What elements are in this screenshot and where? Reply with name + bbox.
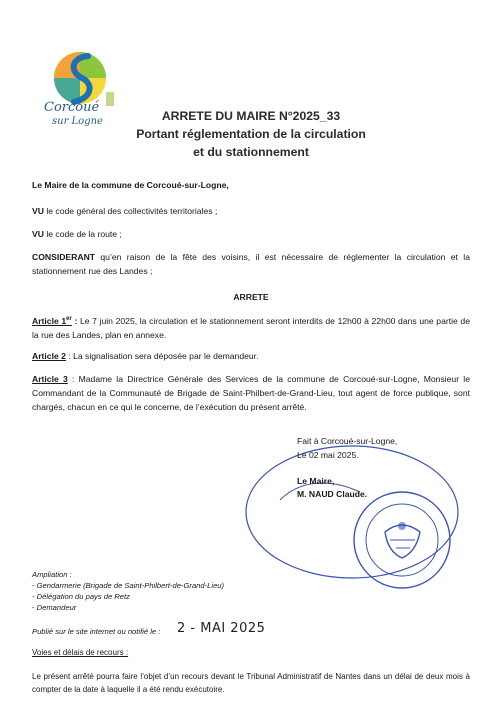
- article-2-text: : La signalisation sera déposée par le demandeur.: [65, 351, 259, 361]
- mayor-line: Le Maire de la commune de Corcoué-sur-Logne,: [32, 180, 229, 190]
- article-1-label-main: Article 1: [32, 315, 67, 326]
- publication-label: Publié sur le site internet ou notifié le :: [32, 627, 161, 636]
- recours-text: Le présent arrêté pourra faire l’objet d’un recours devant le Tribunal Administratif de Nantes dans un délai de deux mois à compter de la date à laquelle il a été rendu exécutoire.: [32, 672, 470, 694]
- considerant-paragraph: [32, 250, 470, 278]
- article-2-label: Article 2: [32, 351, 66, 361]
- signature-date: Le 02 mai 2025.: [297, 450, 359, 460]
- ampliation-item: - Gendarmerie (Brigade de Saint-Philbert-de-Grand-Lieu): [32, 581, 225, 590]
- article-1-colon: :: [71, 315, 78, 326]
- article-1-label-sup: er: [66, 316, 72, 322]
- vu-line-1: [32, 204, 217, 218]
- signature-place: Fait à Corcoué-sur-Logne,: [297, 436, 398, 446]
- page-title-line2: Portant réglementation de la circulation: [136, 127, 366, 141]
- logo-text-line1: Corcoué: [44, 100, 100, 115]
- article-3-text: : Madame la Directrice Générale des Services de la commune de Corcoué-sur-Logne, Monsieur le Commandant de la Communauté de Brigade de Saint-Philbert-de-Grand-Lieu, tout agent de force publique, sont chargés, chacun en ce qui le concerne, de l’exécution du présent arrêté.: [32, 374, 470, 412]
- vu-label: VU: [32, 206, 44, 216]
- signature-role: Le Maire,: [297, 476, 335, 486]
- considerant-label: CONSIDERANT: [32, 252, 96, 262]
- article-3-label: Article 3: [32, 374, 68, 384]
- vu-text: le code général des collectivités territoriales ;: [43, 206, 218, 216]
- signature-name: M. NAUD Claude.: [297, 489, 368, 499]
- arrete-heading: ARRETE: [233, 292, 269, 302]
- publication-stamp-date: 2 - MAI 2025: [177, 621, 266, 636]
- article-1-label: [32, 316, 72, 326]
- page-title-line1: ARRETE DU MAIRE N°2025_33: [161, 109, 341, 123]
- ampliation-heading: Ampliation :: [32, 570, 72, 579]
- article-1-text: Le 7 juin 2025, la circulation et le stationnement seront interdits de 12h00 à 22h00 dans une partie de la rue des Landes, plan en annexe.: [32, 315, 470, 340]
- vu-line-2: [32, 227, 122, 241]
- page-title-line3: et du stationnement: [193, 145, 309, 159]
- ampliation-item: - Délégation du pays de Retz: [32, 592, 130, 601]
- vu-text: le code de la route ;: [43, 229, 122, 239]
- article-1: [32, 312, 470, 342]
- article-2: [32, 349, 470, 363]
- recours-heading: Voies et délais de recours :: [32, 648, 129, 657]
- considerant-text: qu’en raison de la fête des voisins, il est nécessaire de réglementer la circulation et la stationnement rue des Landes ;: [32, 252, 470, 276]
- vu-label: VU: [32, 229, 44, 239]
- article-3: [32, 372, 470, 414]
- official-stamp: [240, 440, 480, 600]
- ampliation-block: [32, 570, 224, 613]
- ampliation-item: - Demandeur: [32, 603, 77, 612]
- logo-text-line2: sur Logne: [52, 116, 103, 127]
